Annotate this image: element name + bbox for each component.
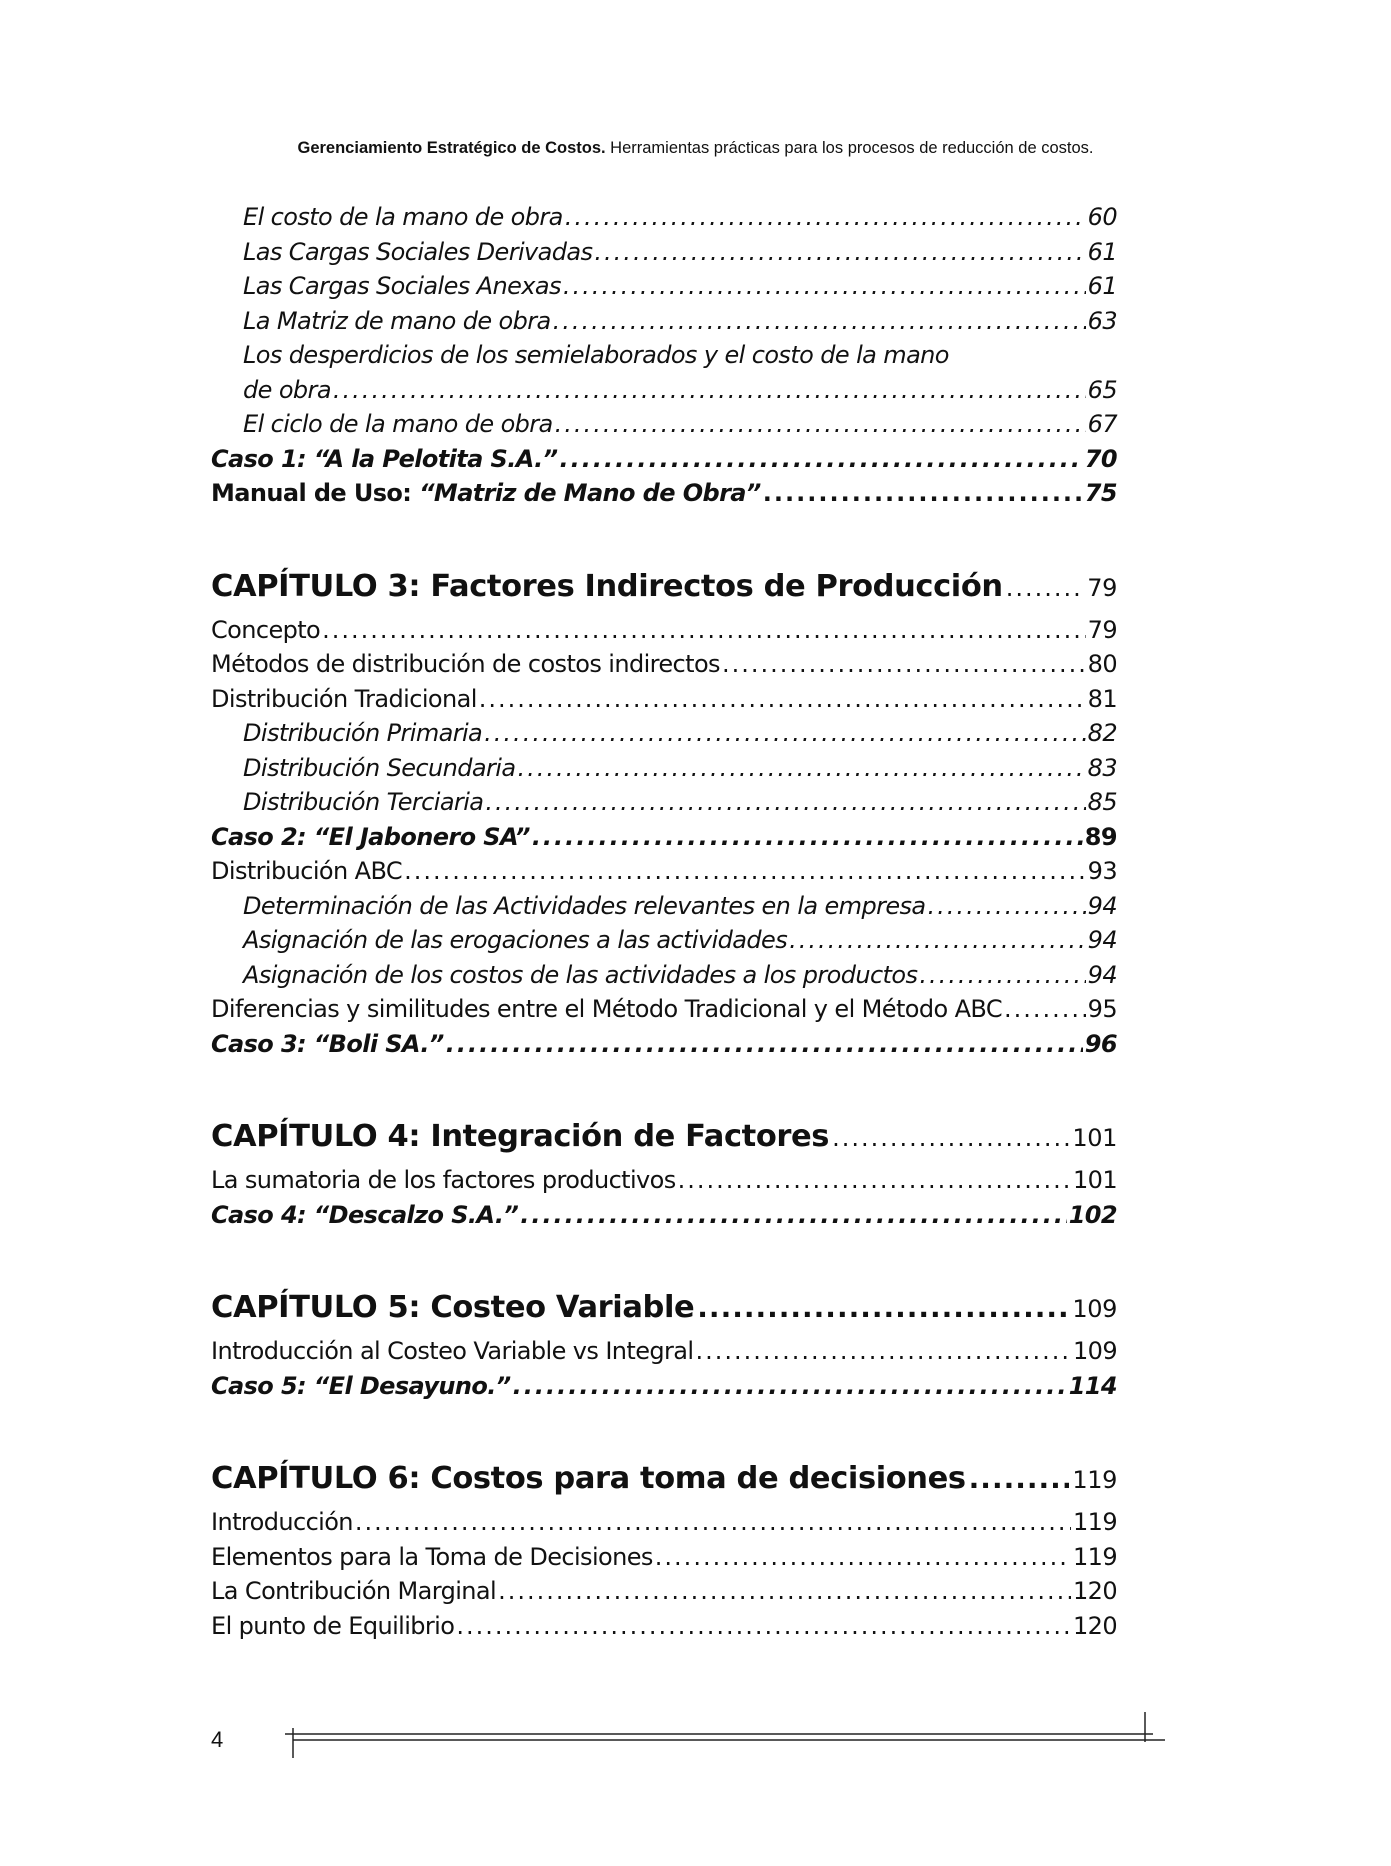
toc-entry-title: Métodos de distribución de costos indirectos bbox=[211, 650, 720, 678]
toc-entry-page: 75 bbox=[1084, 479, 1117, 507]
toc-entry-title: Concepto bbox=[211, 615, 321, 644]
toc-entry[interactable] bbox=[211, 854, 1117, 889]
toc-entry-page: 120 bbox=[1072, 1611, 1117, 1640]
toc-entry-page: 93 bbox=[1087, 857, 1117, 885]
leader-dots bbox=[919, 958, 1085, 993]
toc-entry-page: 61 bbox=[1087, 237, 1117, 266]
toc-entry-title: Asignación de las erogaciones a las actividades bbox=[243, 926, 788, 954]
toc-entry-page: 119 bbox=[1072, 1508, 1117, 1536]
toc-entry-manual[interactable] bbox=[211, 476, 1117, 511]
toc-entry-title: La sumatoria de los factores productivos bbox=[211, 1166, 676, 1194]
leader-dots bbox=[697, 1288, 1069, 1328]
chapter-page: 79 bbox=[1087, 573, 1117, 602]
toc-entry-title: Distribución Primaria bbox=[243, 719, 483, 747]
toc-entry-title: La Matriz de mano de obra bbox=[243, 306, 551, 335]
leader-dots bbox=[563, 269, 1086, 304]
toc-entry-page: 95 bbox=[1087, 995, 1117, 1023]
toc-entry-case[interactable] bbox=[211, 442, 1117, 477]
chapter-page: 109 bbox=[1072, 1295, 1117, 1323]
toc-entry-title: Los desperdicios de los semielaborados y el costo de la mano bbox=[243, 341, 949, 369]
leader-dots bbox=[553, 304, 1086, 339]
toc-entry-page: 80 bbox=[1087, 650, 1117, 678]
leader-dots bbox=[520, 1198, 1066, 1233]
leader-dots bbox=[722, 647, 1086, 682]
toc-entry-page: 96 bbox=[1084, 1029, 1117, 1058]
toc-entry[interactable] bbox=[211, 269, 1117, 304]
toc-entry[interactable] bbox=[211, 992, 1117, 1027]
chapter-heading[interactable] bbox=[211, 567, 1117, 607]
toc-entry-case[interactable] bbox=[211, 1369, 1117, 1404]
leader-dots bbox=[969, 1459, 1070, 1499]
chapter-title: CAPÍTULO 4: Integración de Factores bbox=[211, 1119, 830, 1154]
chapter-title: CAPÍTULO 6: Costos para toma de decisiones bbox=[211, 1461, 966, 1496]
chapter-title: CAPÍTULO 5: Costeo Variable bbox=[211, 1290, 695, 1325]
toc-entry-title: Caso 5: “El Desayuno.” bbox=[211, 1371, 511, 1400]
toc-entry-title: Asignación de los costos de las actividades a los productos bbox=[243, 960, 918, 989]
toc-entry[interactable] bbox=[211, 1609, 1117, 1644]
toc-entry[interactable] bbox=[211, 304, 1117, 339]
leader-dots bbox=[484, 716, 1085, 751]
chapter-heading[interactable] bbox=[211, 1117, 1117, 1157]
toc-entry-title: Caso 3: “Boli SA.” bbox=[211, 1029, 444, 1058]
toc-entry-page: 114 bbox=[1068, 1371, 1117, 1400]
toc-entry[interactable] bbox=[211, 785, 1117, 820]
toc-entry-page: 94 bbox=[1087, 960, 1117, 989]
leader-dots bbox=[456, 1609, 1071, 1644]
toc-entry-case[interactable] bbox=[211, 1198, 1117, 1233]
leader-dots bbox=[322, 613, 1086, 648]
toc-entry-page: 82 bbox=[1087, 719, 1117, 747]
toc-entry-title: El punto de Equilibrio bbox=[211, 1611, 455, 1640]
leader-dots bbox=[517, 751, 1085, 786]
chapter-heading[interactable] bbox=[211, 1288, 1117, 1328]
toc-entry-page: 94 bbox=[1087, 891, 1117, 920]
toc-entry-case[interactable] bbox=[211, 1027, 1117, 1062]
toc-entry-page: 60 bbox=[1087, 203, 1117, 231]
toc-entry-title: Caso 2: “El Jabonero SA” bbox=[211, 822, 530, 851]
leader-dots bbox=[333, 373, 1086, 408]
running-header bbox=[0, 139, 1391, 158]
toc-entry[interactable] bbox=[211, 1163, 1117, 1198]
leader-dots bbox=[513, 1369, 1067, 1404]
toc-entry[interactable] bbox=[211, 647, 1117, 682]
toc-entry-title: Determinación de las Actividades relevantes en la empresa bbox=[243, 891, 926, 920]
leader-dots bbox=[404, 854, 1086, 889]
toc-entry-page: 102 bbox=[1068, 1200, 1117, 1229]
page-number: 4 bbox=[211, 1727, 224, 1752]
toc-entry-case[interactable] bbox=[211, 820, 1117, 855]
leader-dots bbox=[355, 1505, 1071, 1540]
toc-entry-page: 63 bbox=[1087, 306, 1117, 335]
toc-entry[interactable] bbox=[211, 1334, 1117, 1369]
toc-entry-title: Elementos para la Toma de Decisiones bbox=[211, 1542, 653, 1571]
toc-entry-title: Distribución ABC bbox=[211, 857, 403, 885]
leader-dots bbox=[1006, 568, 1085, 608]
toc-entry-page: 109 bbox=[1072, 1337, 1117, 1365]
toc-entry[interactable] bbox=[211, 200, 1117, 235]
leader-dots bbox=[655, 1540, 1071, 1575]
leader-dots bbox=[594, 235, 1085, 270]
toc-entry-page: 61 bbox=[1087, 272, 1117, 300]
toc-entry-page: 65 bbox=[1087, 375, 1117, 404]
leader-dots bbox=[555, 407, 1086, 442]
leader-dots bbox=[763, 476, 1083, 511]
toc-entry-title: El ciclo de la mano de obra bbox=[243, 410, 553, 438]
toc-entry-title: Diferencias y similitudes entre el Método Tradicional y el Método ABC bbox=[211, 995, 1003, 1023]
toc-entry-title-b: “Matriz de Mano de Obra” bbox=[419, 479, 761, 507]
toc-entry[interactable] bbox=[211, 889, 1117, 924]
toc-entry[interactable] bbox=[211, 1540, 1117, 1575]
leader-dots bbox=[485, 785, 1085, 820]
toc-entry-title: Las Cargas Sociales Derivadas bbox=[243, 237, 593, 266]
toc-entry[interactable] bbox=[211, 682, 1117, 717]
leader-dots bbox=[1004, 992, 1086, 1027]
chapter-page: 101 bbox=[1072, 1124, 1117, 1152]
toc-entry-title-a: Manual de Uso: bbox=[211, 479, 420, 507]
leader-dots bbox=[498, 1574, 1071, 1609]
leader-dots bbox=[789, 923, 1086, 958]
leader-dots bbox=[695, 1334, 1071, 1369]
toc-entry[interactable] bbox=[211, 716, 1117, 751]
toc-entry-page: 120 bbox=[1072, 1577, 1117, 1605]
toc-entry[interactable] bbox=[211, 235, 1117, 270]
toc-entry[interactable] bbox=[211, 958, 1117, 993]
toc-entry-page: 89 bbox=[1084, 822, 1117, 851]
toc-entry-title: Introducción al Costeo Variable vs Integral bbox=[211, 1337, 694, 1365]
chapter-title: CAPÍTULO 3: Factores Indirectos de Producción bbox=[211, 568, 1003, 604]
leader-dots bbox=[446, 1027, 1083, 1062]
toc-entry-page: 85 bbox=[1087, 788, 1117, 816]
leader-dots bbox=[479, 682, 1086, 717]
leader-dots bbox=[928, 889, 1086, 924]
header-title-rest: Herramientas prácticas para los procesos de reducción de costos. bbox=[605, 139, 1094, 157]
leader-dots bbox=[678, 1163, 1071, 1198]
toc-entry[interactable] bbox=[211, 1505, 1117, 1540]
toc-entry-title bbox=[211, 476, 761, 511]
table-of-contents bbox=[211, 200, 1117, 1643]
toc-entry-page: 101 bbox=[1072, 1166, 1117, 1194]
toc-entry-title: Las Cargas Sociales Anexas bbox=[243, 272, 561, 300]
header-title-bold: Gerenciamiento Estratégico de Costos. bbox=[297, 139, 606, 157]
footer-rule bbox=[285, 1712, 1165, 1758]
toc-entry-page: 119 bbox=[1072, 1542, 1117, 1571]
leader-dots bbox=[832, 1118, 1069, 1158]
leader-dots bbox=[565, 200, 1086, 235]
leader-dots bbox=[560, 442, 1083, 477]
toc-entry-title: Distribución Secundaria bbox=[243, 753, 516, 782]
toc-entry[interactable] bbox=[211, 407, 1117, 442]
toc-entry-page: 67 bbox=[1087, 410, 1117, 438]
toc-entry-page: 83 bbox=[1087, 753, 1117, 782]
chapter-page: 119 bbox=[1072, 1466, 1117, 1494]
toc-entry-page: 79 bbox=[1087, 615, 1117, 644]
toc-entry[interactable] bbox=[211, 923, 1117, 958]
leader-dots bbox=[532, 820, 1083, 855]
toc-entry-page: 81 bbox=[1087, 684, 1117, 713]
toc-entry[interactable] bbox=[211, 613, 1117, 648]
toc-entry[interactable] bbox=[211, 751, 1117, 786]
toc-entry-line1[interactable] bbox=[211, 338, 1117, 373]
toc-entry-title-cont: de obra bbox=[243, 375, 331, 404]
toc-entry-title: Caso 4: “Descalzo S.A.” bbox=[211, 1200, 519, 1229]
toc-entry-title: Introducción bbox=[211, 1508, 353, 1536]
toc-entry-page: 94 bbox=[1087, 926, 1117, 954]
toc-entry[interactable] bbox=[211, 373, 1117, 408]
toc-entry-title: Distribución Terciaria bbox=[243, 788, 484, 816]
toc-entry-title: Distribución Tradicional bbox=[211, 684, 477, 713]
toc-entry-page: 70 bbox=[1084, 444, 1117, 473]
toc-entry[interactable] bbox=[211, 1574, 1117, 1609]
toc-entry-title: La Contribución Marginal bbox=[211, 1577, 497, 1605]
toc-entry-title: El costo de la mano de obra bbox=[243, 203, 563, 231]
chapter-heading[interactable] bbox=[211, 1459, 1117, 1499]
toc-entry-title: Caso 1: “A la Pelotita S.A.” bbox=[211, 444, 558, 473]
